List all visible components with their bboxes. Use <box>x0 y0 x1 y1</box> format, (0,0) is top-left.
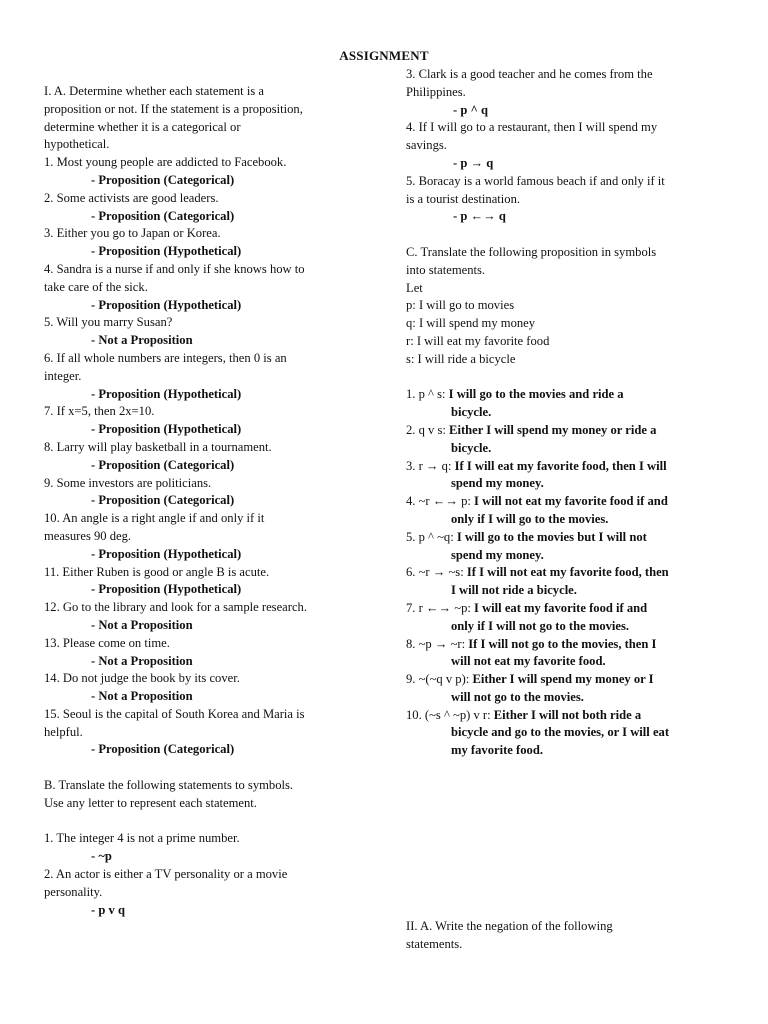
intro-line: hypothetical. <box>44 137 110 152</box>
spacer <box>44 813 362 831</box>
answer-line: - Proposition (Hypothetical) <box>91 422 242 437</box>
question-line: 6. If all whole numbers are integers, then 0 is an <box>44 350 287 365</box>
answer-line: - Proposition (Categorical) <box>91 208 235 223</box>
translation-item <box>406 707 724 725</box>
translation-continuation: will not eat my favorite food. <box>451 654 606 669</box>
symbol-expression: 8. ~p → ~r: <box>406 636 469 651</box>
part-a-intro <box>44 83 362 154</box>
question-line: Philippines. <box>406 84 466 99</box>
symbol-expression: 3. r → q: <box>406 458 455 473</box>
question-line: 1. Most young people are addicted to Facebook. <box>44 155 287 170</box>
translation-continuation: bicycle. <box>451 440 492 455</box>
question-line: 4. Sandra is a nurse if and only if she knows how to <box>44 261 305 276</box>
answer-line: - Proposition (Categorical) <box>91 457 235 472</box>
definition-line: s: I will ride a bicycle <box>406 351 516 366</box>
question-line: 8. Larry will play basketball in a tournament. <box>44 439 272 454</box>
question-line: 3. Either you go to Japan or Korea. <box>44 226 221 241</box>
translation-continuation: spend my money. <box>451 547 544 562</box>
symbol-expression: 9. ~(~q v p): <box>406 672 473 687</box>
symbol-expression: 4. ~r ←→ p: <box>406 494 475 509</box>
question-line: personality. <box>44 884 103 899</box>
translation-item <box>406 422 724 440</box>
part-c-items <box>406 386 724 760</box>
page-title: ASSIGNMENT <box>339 48 429 63</box>
translation-answer: Either I will spend my money or I <box>472 672 654 687</box>
answer-line: - Not a Proposition <box>91 653 193 668</box>
right-column <box>406 66 724 760</box>
translation-continuation: bicycle and go to the movies, or I will eat <box>451 725 670 740</box>
question-line: 1. The integer 4 is not a prime number. <box>44 831 240 846</box>
translation-item <box>406 386 724 404</box>
spacer <box>406 369 724 387</box>
translation-answer: If I will not go to the movies, then I <box>468 636 657 651</box>
answer-line: - p ^ q <box>453 102 488 117</box>
intro-line: C. Translate the following proposition in symbols <box>406 244 657 259</box>
intro-line: II. A. Write the negation of the following <box>406 919 613 933</box>
symbol-expression: 10. (~s ^ ~p) v r: <box>406 707 494 722</box>
symbol-expression: 1. p ^ s: <box>406 387 449 402</box>
question-line: 5. Will you marry Susan? <box>44 315 173 330</box>
intro-line: B. Translate the following statements to symbols. <box>44 778 294 793</box>
answer-line: - p → q <box>453 155 494 170</box>
answer-line: - Proposition (Categorical) <box>91 742 235 757</box>
intro-line: proposition or not. If the statement is a proposition, <box>44 101 303 116</box>
translation-answer: I will go to the movies but I will not <box>456 529 647 544</box>
answer-line: - Not a Proposition <box>91 333 193 348</box>
translation-item <box>406 600 724 618</box>
translation-continuation: I will not ride a bicycle. <box>451 583 577 598</box>
translation-answer: Either I will not both ride a <box>493 707 642 722</box>
translation-continuation: spend my money. <box>451 476 544 491</box>
part-c-intro <box>406 244 724 369</box>
answer-line: - Proposition (Hypothetical) <box>91 582 242 597</box>
symbol-expression: 7. r ←→ ~p: <box>406 600 475 615</box>
question-line: take care of the sick. <box>44 279 148 294</box>
question-line: integer. <box>44 368 82 383</box>
translation-item <box>406 636 724 654</box>
translation-answer: I will not eat my favorite food if and <box>474 494 668 509</box>
question-line: 5. Boracay is a world famous beach if and only if it <box>406 173 665 188</box>
intro-line: Use any letter to represent each statement. <box>44 795 257 810</box>
question-line: measures 90 deg. <box>44 528 132 543</box>
translation-continuation: will not go to the movies. <box>451 689 584 704</box>
translation-item <box>406 671 724 689</box>
translation-answer: I will eat my favorite food if and <box>474 600 648 615</box>
translation-item <box>406 529 724 547</box>
translation-item <box>406 458 724 476</box>
question-line: 15. Seoul is the capital of South Korea and Maria is <box>44 706 305 721</box>
question-line: 4. If I will go to a restaurant, then I will spend my <box>406 120 658 135</box>
translation-continuation: only if I will go to the movies. <box>451 511 609 526</box>
answer-line: - ~p <box>91 849 112 864</box>
left-column <box>44 83 362 919</box>
question-line: 13. Please come on time. <box>44 635 170 650</box>
answer-line: - Proposition (Hypothetical) <box>91 297 242 312</box>
let-label: Let <box>406 280 423 295</box>
spacer <box>44 759 362 777</box>
definition-line: p: I will go to movies <box>406 298 515 313</box>
translation-answer: I will go to the movies and ride a <box>448 387 624 402</box>
question-line: helpful. <box>44 724 83 739</box>
answer-line: - Proposition (Hypothetical) <box>91 386 242 401</box>
question-line: is a tourist destination. <box>406 191 521 206</box>
symbol-expression: 2. q v s: <box>406 422 450 437</box>
spacer <box>406 226 724 244</box>
intro-line: into statements. <box>406 262 486 277</box>
question-line: 3. Clark is a good teacher and he comes from the <box>406 67 653 81</box>
translation-continuation: my favorite food. <box>451 743 543 758</box>
answer-line: - Proposition (Categorical) <box>91 172 235 187</box>
question-line: 7. If x=5, then 2x=10. <box>44 404 155 419</box>
part-a-items <box>44 154 362 759</box>
intro-line: determine whether it is a categorical or <box>44 119 241 134</box>
translation-answer: If I will eat my favorite food, then I will <box>454 458 667 473</box>
definition-line: q: I will spend my money <box>406 316 536 331</box>
question-line: 9. Some investors are politicians. <box>44 475 212 490</box>
intro-line: statements. <box>406 936 463 951</box>
question-line: 2. Some activists are good leaders. <box>44 190 219 205</box>
answer-line: - p v q <box>91 902 125 917</box>
part-b-items-right <box>406 66 724 226</box>
symbol-expression: 6. ~r → ~s: <box>406 565 467 580</box>
part-b-intro <box>44 777 362 813</box>
definition-line: r: I will eat my favorite food <box>406 333 550 348</box>
part-ii-section <box>406 918 724 954</box>
translation-continuation: only if I will not go to the movies. <box>451 618 630 633</box>
translation-item <box>406 564 724 582</box>
translation-answer: If I will not eat my favorite food, then <box>466 565 669 580</box>
question-line: 14. Do not judge the book by its cover. <box>44 671 240 686</box>
question-line: 10. An angle is a right angle if and only if it <box>44 511 265 526</box>
answer-line: - Not a Proposition <box>91 689 193 704</box>
translation-answer: Either I will spend my money or ride a <box>449 422 657 437</box>
answer-line: - p ←→ q <box>453 209 506 224</box>
translation-continuation: bicycle. <box>451 405 492 420</box>
symbol-expression: 5. p ^ ~q: <box>406 529 457 544</box>
answer-line: - Proposition (Hypothetical) <box>91 244 242 259</box>
translation-item <box>406 493 724 511</box>
part-b-items-left <box>44 830 362 919</box>
question-line: 12. Go to the library and look for a sample research. <box>44 600 307 615</box>
intro-line: I. A. Determine whether each statement is a <box>44 84 264 98</box>
answer-line: - Proposition (Hypothetical) <box>91 546 242 561</box>
answer-line: - Not a Proposition <box>91 617 193 632</box>
answer-line: - Proposition (Categorical) <box>91 493 235 508</box>
question-line: 2. An actor is either a TV personality or a movie <box>44 867 288 882</box>
question-line: 11. Either Ruben is good or angle B is acute. <box>44 564 270 579</box>
question-line: savings. <box>406 138 447 153</box>
